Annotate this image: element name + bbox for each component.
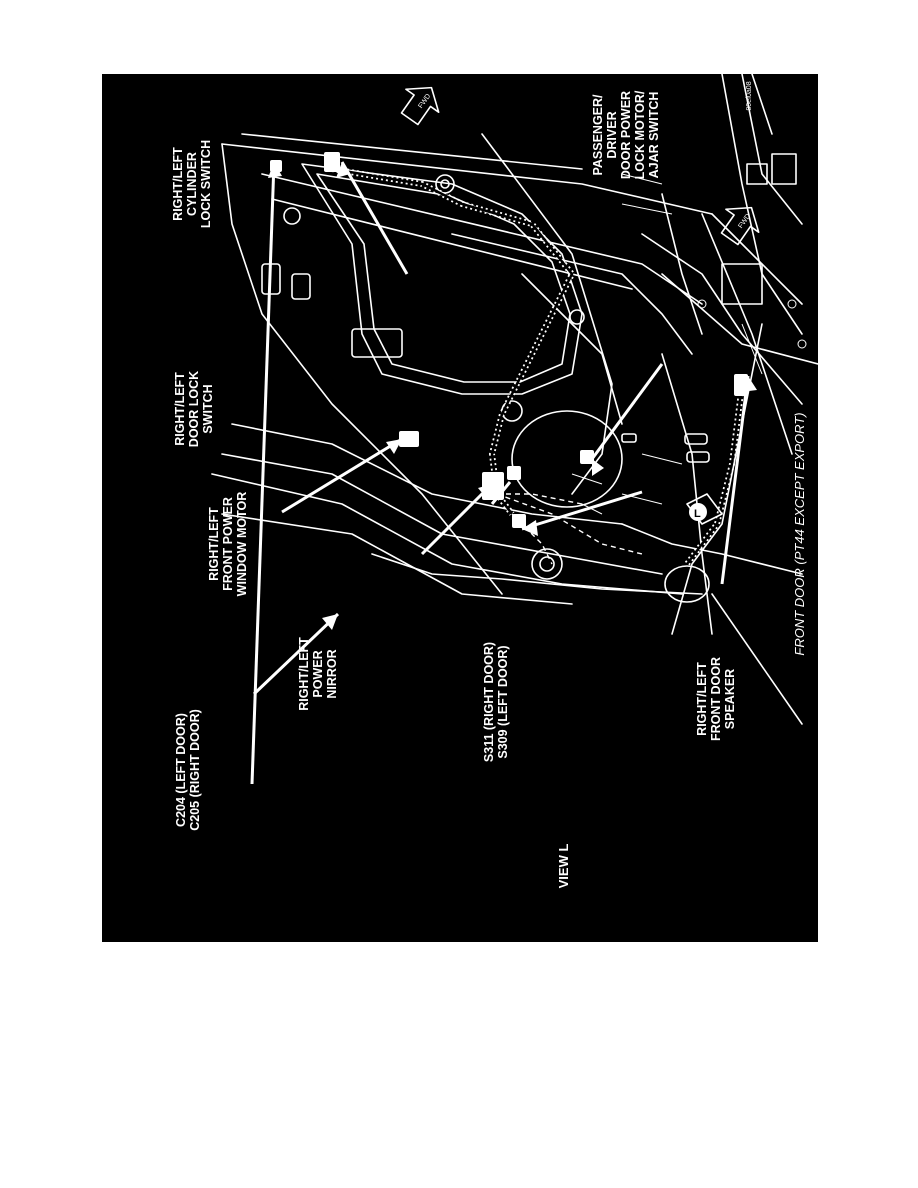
diagram-panel [102,74,818,942]
svg-text:L: L [694,508,701,520]
label-cylinder-lock-switch: RIGHT/LEFT CYLINDER LOCK SWITCH [171,139,213,229]
svg-text:FWD: FWD [417,92,433,110]
label-c204-c205: C204 (LEFT DOOR) C205 (RIGHT DOOR) [174,709,202,831]
svg-text:FWD: FWD [737,212,753,230]
label-window-motor: RIGHT/LEFT FRONT POWER WINDOW MOTOR [207,491,249,597]
arrowheads [268,162,757,630]
speaker-outline [512,411,622,507]
label-door-lock-switch: RIGHT/LEFT DOOR LOCK SWITCH [173,370,215,448]
lock-motor-connector [324,152,340,172]
label-speaker: RIGHT/LEFT FRONT DOOR SPEAKER [695,656,737,742]
fwd-arrow-icon [393,76,768,250]
label-view-l: VIEW L [556,843,571,889]
label-splice: S311 (RIGHT DOOR) S309 (LEFT DOOR) [482,641,510,763]
label-door-lock-motor: PASSENGER/ DRIVER DOOR POWER LOCK MOTOR/ AJAR SWITCH [591,90,661,180]
figure-id: 80ef0a08 [746,81,753,111]
mirror-connector [507,466,521,480]
diagram-caption: FRONT DOOR (PT44 EXCEPT EXPORT) [792,412,807,656]
door-body [212,134,802,634]
view-callout-icon [687,494,722,524]
label-power-mirror: RIGHT/LEFT POWER NIRROR [297,637,339,711]
splice-point [512,514,526,528]
